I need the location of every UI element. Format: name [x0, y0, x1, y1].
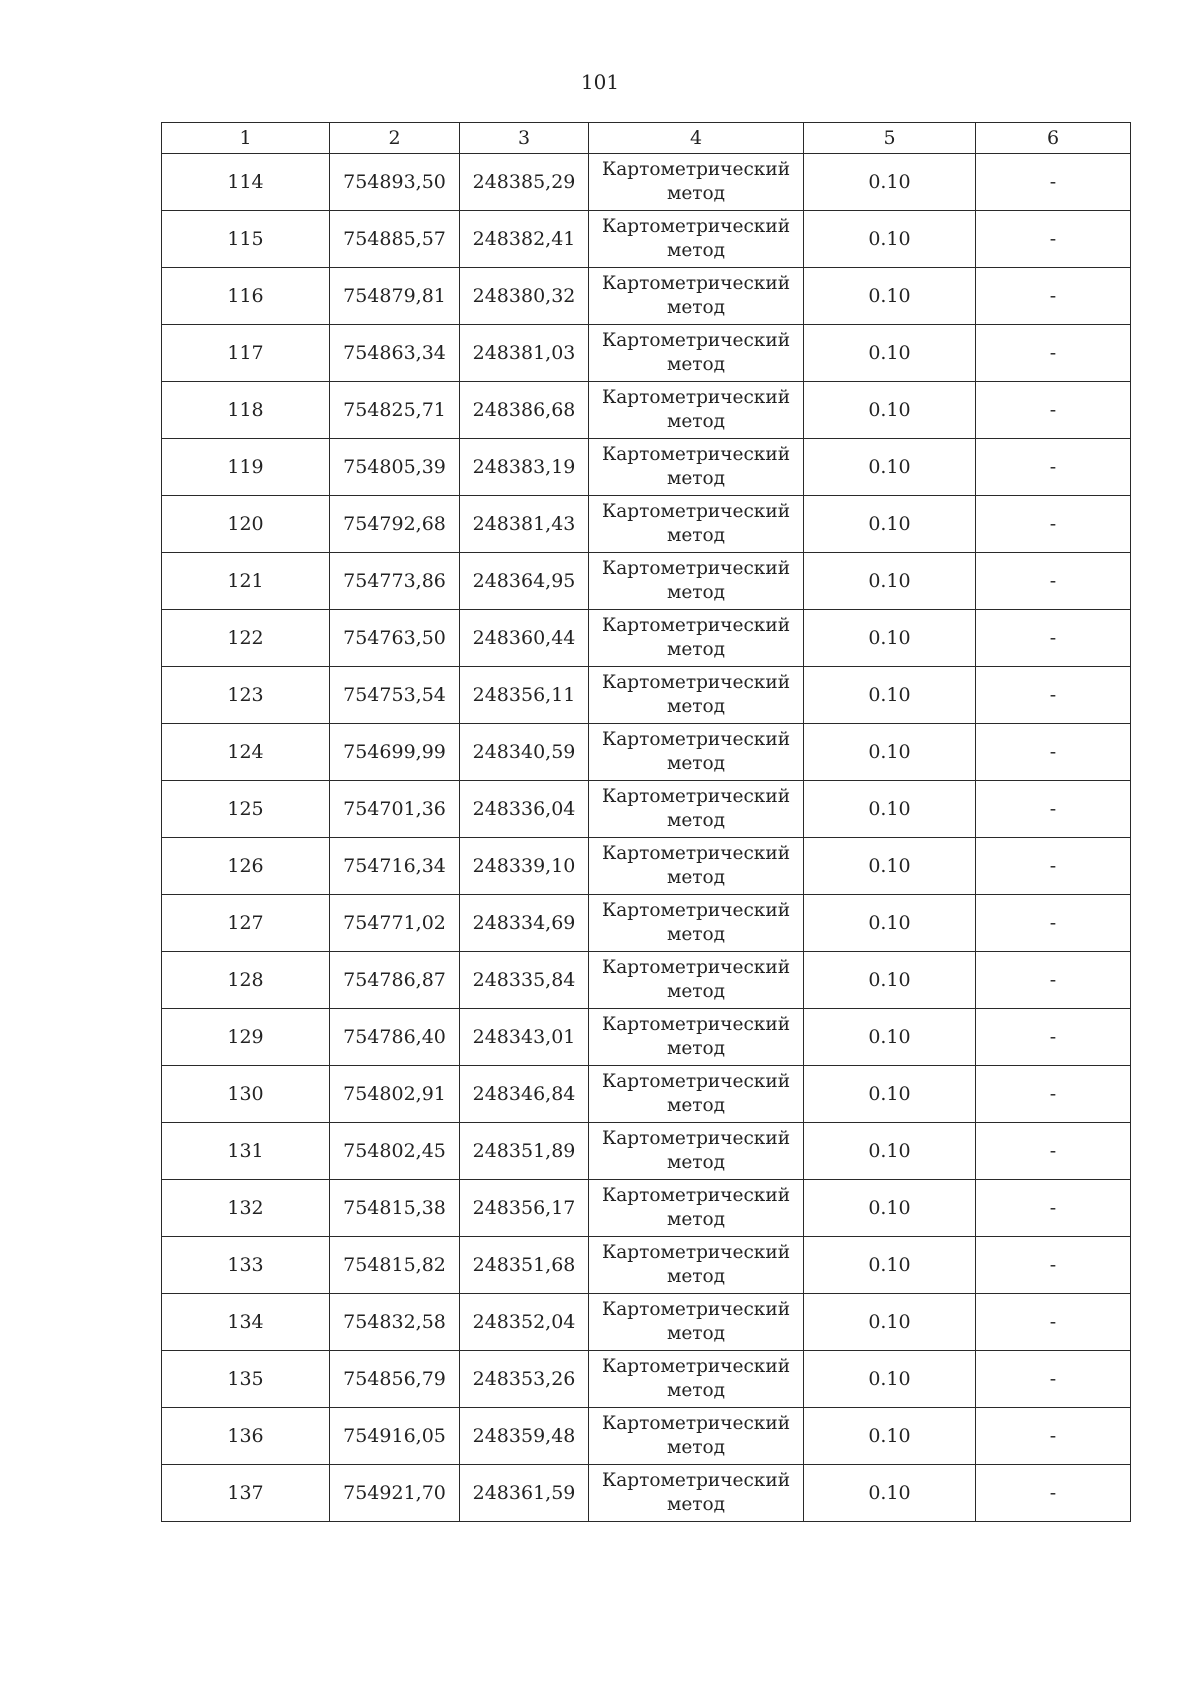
point-number-cell: 131 — [162, 1123, 330, 1180]
method-cell — [589, 1465, 804, 1522]
y-coordinate-cell: 248346,84 — [460, 1066, 589, 1123]
method-line-2: метод — [666, 639, 726, 660]
method-cell — [589, 439, 804, 496]
method-line-2: метод — [666, 696, 726, 717]
method-line-1: Картометрический — [601, 1356, 791, 1377]
accuracy-cell: 0.10 — [804, 1123, 976, 1180]
x-coordinate-cell: 754916,05 — [330, 1408, 460, 1465]
method-cell — [589, 781, 804, 838]
method-line-2: метод — [666, 354, 726, 375]
point-number-cell: 120 — [162, 496, 330, 553]
accuracy-cell: 0.10 — [804, 1465, 976, 1522]
method-line-1: Картометрический — [601, 1185, 791, 1206]
header-row — [162, 123, 1131, 154]
y-coordinate-cell: 248385,29 — [460, 154, 589, 211]
note-cell: - — [976, 838, 1131, 895]
column-header-2: 2 — [330, 123, 460, 154]
x-coordinate-cell: 754786,40 — [330, 1009, 460, 1066]
note-cell: - — [976, 154, 1131, 211]
point-number-cell: 135 — [162, 1351, 330, 1408]
note-cell: - — [976, 895, 1131, 952]
method-cell — [589, 1237, 804, 1294]
table-row — [162, 439, 1131, 496]
note-cell: - — [976, 1465, 1131, 1522]
method-cell — [589, 1294, 804, 1351]
point-number-cell: 127 — [162, 895, 330, 952]
y-coordinate-cell: 248380,32 — [460, 268, 589, 325]
table-row — [162, 154, 1131, 211]
table-row — [162, 382, 1131, 439]
note-cell: - — [976, 268, 1131, 325]
table-row — [162, 895, 1131, 952]
method-line-1: Картометрический — [601, 1014, 791, 1035]
method-cell — [589, 382, 804, 439]
method-line-1: Картометрический — [601, 1470, 791, 1491]
method-line-2: метод — [666, 810, 726, 831]
method-line-2: метод — [666, 297, 726, 318]
method-cell — [589, 1351, 804, 1408]
accuracy-cell: 0.10 — [804, 1009, 976, 1066]
table-row — [162, 1066, 1131, 1123]
accuracy-cell: 0.10 — [804, 838, 976, 895]
method-line-2: метод — [666, 1437, 726, 1458]
method-line-1: Картометрический — [601, 558, 791, 579]
x-coordinate-cell: 754815,82 — [330, 1237, 460, 1294]
note-cell: - — [976, 1237, 1131, 1294]
method-line-2: метод — [666, 753, 726, 774]
accuracy-cell: 0.10 — [804, 325, 976, 382]
table-row — [162, 1294, 1131, 1351]
table-body — [162, 154, 1131, 1522]
method-line-1: Картометрический — [601, 843, 791, 864]
table-row — [162, 1237, 1131, 1294]
accuracy-cell: 0.10 — [804, 1180, 976, 1237]
method-cell — [589, 1123, 804, 1180]
method-line-2: метод — [666, 924, 726, 945]
note-cell: - — [976, 724, 1131, 781]
point-number-cell: 121 — [162, 553, 330, 610]
method-line-1: Картометрический — [601, 729, 791, 750]
method-cell — [589, 838, 804, 895]
y-coordinate-cell: 248381,43 — [460, 496, 589, 553]
accuracy-cell: 0.10 — [804, 895, 976, 952]
table-row — [162, 838, 1131, 895]
accuracy-cell: 0.10 — [804, 667, 976, 724]
accuracy-cell: 0.10 — [804, 1066, 976, 1123]
accuracy-cell: 0.10 — [804, 382, 976, 439]
y-coordinate-cell: 248336,04 — [460, 781, 589, 838]
method-line-1: Картометрический — [601, 216, 791, 237]
method-line-2: метод — [666, 1152, 726, 1173]
method-line-2: метод — [666, 582, 726, 603]
y-coordinate-cell: 248356,11 — [460, 667, 589, 724]
y-coordinate-cell: 248364,95 — [460, 553, 589, 610]
method-cell — [589, 1408, 804, 1465]
accuracy-cell: 0.10 — [804, 781, 976, 838]
note-cell: - — [976, 952, 1131, 1009]
y-coordinate-cell: 248343,01 — [460, 1009, 589, 1066]
x-coordinate-cell: 754753,54 — [330, 667, 460, 724]
method-cell — [589, 553, 804, 610]
method-cell — [589, 667, 804, 724]
x-coordinate-cell: 754802,45 — [330, 1123, 460, 1180]
note-cell: - — [976, 211, 1131, 268]
method-line-2: метод — [666, 1323, 726, 1344]
method-line-2: метод — [666, 981, 726, 1002]
point-number-cell: 136 — [162, 1408, 330, 1465]
x-coordinate-cell: 754802,91 — [330, 1066, 460, 1123]
table-row — [162, 1123, 1131, 1180]
y-coordinate-cell: 248335,84 — [460, 952, 589, 1009]
y-coordinate-cell: 248360,44 — [460, 610, 589, 667]
x-coordinate-cell: 754832,58 — [330, 1294, 460, 1351]
point-number-cell: 114 — [162, 154, 330, 211]
accuracy-cell: 0.10 — [804, 496, 976, 553]
accuracy-cell: 0.10 — [804, 952, 976, 1009]
point-number-cell: 132 — [162, 1180, 330, 1237]
coordinates-table — [161, 122, 1131, 1522]
method-line-1: Картометрический — [601, 615, 791, 636]
accuracy-cell: 0.10 — [804, 1294, 976, 1351]
point-number-cell: 125 — [162, 781, 330, 838]
method-cell — [589, 154, 804, 211]
method-line-1: Картометрический — [601, 1071, 791, 1092]
x-coordinate-cell: 754885,57 — [330, 211, 460, 268]
method-cell — [589, 325, 804, 382]
method-cell — [589, 211, 804, 268]
note-cell: - — [976, 781, 1131, 838]
accuracy-cell: 0.10 — [804, 439, 976, 496]
note-cell: - — [976, 1408, 1131, 1465]
method-line-1: Картометрический — [601, 786, 791, 807]
method-line-2: метод — [666, 411, 726, 432]
y-coordinate-cell: 248359,48 — [460, 1408, 589, 1465]
point-number-cell: 118 — [162, 382, 330, 439]
note-cell: - — [976, 553, 1131, 610]
x-coordinate-cell: 754863,34 — [330, 325, 460, 382]
method-line-2: метод — [666, 240, 726, 261]
table-row — [162, 1009, 1131, 1066]
page-number: 101 — [580, 70, 620, 94]
accuracy-cell: 0.10 — [804, 154, 976, 211]
table-row — [162, 610, 1131, 667]
note-cell: - — [976, 496, 1131, 553]
point-number-cell: 130 — [162, 1066, 330, 1123]
method-line-2: метод — [666, 1209, 726, 1230]
column-header-6: 6 — [976, 123, 1131, 154]
accuracy-cell: 0.10 — [804, 610, 976, 667]
point-number-cell: 117 — [162, 325, 330, 382]
point-number-cell: 133 — [162, 1237, 330, 1294]
table-row — [162, 1408, 1131, 1465]
table-row — [162, 268, 1131, 325]
x-coordinate-cell: 754786,87 — [330, 952, 460, 1009]
table-row — [162, 496, 1131, 553]
note-cell: - — [976, 1294, 1131, 1351]
note-cell: - — [976, 610, 1131, 667]
method-line-2: метод — [666, 867, 726, 888]
accuracy-cell: 0.10 — [804, 1408, 976, 1465]
table-row — [162, 1180, 1131, 1237]
note-cell: - — [976, 1180, 1131, 1237]
method-line-2: метод — [666, 1380, 726, 1401]
method-cell — [589, 268, 804, 325]
column-header-4: 4 — [589, 123, 804, 154]
accuracy-cell: 0.10 — [804, 211, 976, 268]
point-number-cell: 116 — [162, 268, 330, 325]
point-number-cell: 124 — [162, 724, 330, 781]
method-cell — [589, 1180, 804, 1237]
method-line-1: Картометрический — [601, 1242, 791, 1263]
accuracy-cell: 0.10 — [804, 553, 976, 610]
point-number-cell: 129 — [162, 1009, 330, 1066]
x-coordinate-cell: 754879,81 — [330, 268, 460, 325]
table-row — [162, 325, 1131, 382]
note-cell: - — [976, 382, 1131, 439]
note-cell: - — [976, 1351, 1131, 1408]
note-cell: - — [976, 325, 1131, 382]
y-coordinate-cell: 248383,19 — [460, 439, 589, 496]
method-cell — [589, 610, 804, 667]
x-coordinate-cell: 754699,99 — [330, 724, 460, 781]
method-line-1: Картометрический — [601, 273, 791, 294]
point-number-cell: 119 — [162, 439, 330, 496]
point-number-cell: 122 — [162, 610, 330, 667]
column-header-3: 3 — [460, 123, 589, 154]
method-line-1: Картометрический — [601, 1413, 791, 1434]
y-coordinate-cell: 248351,68 — [460, 1237, 589, 1294]
point-number-cell: 137 — [162, 1465, 330, 1522]
table-row — [162, 1351, 1131, 1408]
method-cell — [589, 1009, 804, 1066]
table-row — [162, 952, 1131, 1009]
method-cell — [589, 724, 804, 781]
method-cell — [589, 952, 804, 1009]
x-coordinate-cell: 754825,71 — [330, 382, 460, 439]
method-line-1: Картометрический — [601, 159, 791, 180]
method-line-1: Картометрический — [601, 672, 791, 693]
method-line-1: Картометрический — [601, 444, 791, 465]
x-coordinate-cell: 754716,34 — [330, 838, 460, 895]
method-line-1: Картометрический — [601, 1128, 791, 1149]
y-coordinate-cell: 248339,10 — [460, 838, 589, 895]
y-coordinate-cell: 248353,26 — [460, 1351, 589, 1408]
accuracy-cell: 0.10 — [804, 1237, 976, 1294]
table-row — [162, 1465, 1131, 1522]
x-coordinate-cell: 754773,86 — [330, 553, 460, 610]
note-cell: - — [976, 1009, 1131, 1066]
method-line-2: метод — [666, 1266, 726, 1287]
note-cell: - — [976, 667, 1131, 724]
method-line-1: Картометрический — [601, 387, 791, 408]
method-line-2: метод — [666, 183, 726, 204]
x-coordinate-cell: 754792,68 — [330, 496, 460, 553]
y-coordinate-cell: 248386,68 — [460, 382, 589, 439]
accuracy-cell: 0.10 — [804, 724, 976, 781]
method-line-2: метод — [666, 1038, 726, 1059]
y-coordinate-cell: 248361,59 — [460, 1465, 589, 1522]
point-number-cell: 128 — [162, 952, 330, 1009]
point-number-cell: 134 — [162, 1294, 330, 1351]
x-coordinate-cell: 754763,50 — [330, 610, 460, 667]
table-row — [162, 724, 1131, 781]
method-line-1: Картометрический — [601, 900, 791, 921]
y-coordinate-cell: 248334,69 — [460, 895, 589, 952]
method-line-2: метод — [666, 1494, 726, 1515]
x-coordinate-cell: 754856,79 — [330, 1351, 460, 1408]
method-cell — [589, 1066, 804, 1123]
x-coordinate-cell: 754771,02 — [330, 895, 460, 952]
note-cell: - — [976, 1123, 1131, 1180]
table-row — [162, 211, 1131, 268]
y-coordinate-cell: 248340,59 — [460, 724, 589, 781]
point-number-cell: 115 — [162, 211, 330, 268]
y-coordinate-cell: 248382,41 — [460, 211, 589, 268]
method-line-2: метод — [666, 1095, 726, 1116]
y-coordinate-cell: 248351,89 — [460, 1123, 589, 1180]
y-coordinate-cell: 248356,17 — [460, 1180, 589, 1237]
method-line-1: Картометрический — [601, 501, 791, 522]
point-number-cell: 123 — [162, 667, 330, 724]
method-line-2: метод — [666, 525, 726, 546]
y-coordinate-cell: 248381,03 — [460, 325, 589, 382]
method-cell — [589, 895, 804, 952]
y-coordinate-cell: 248352,04 — [460, 1294, 589, 1351]
column-header-5: 5 — [804, 123, 976, 154]
method-line-1: Картометрический — [601, 330, 791, 351]
x-coordinate-cell: 754893,50 — [330, 154, 460, 211]
table-row — [162, 553, 1131, 610]
x-coordinate-cell: 754805,39 — [330, 439, 460, 496]
table-header — [162, 123, 1131, 154]
method-cell — [589, 496, 804, 553]
x-coordinate-cell: 754701,36 — [330, 781, 460, 838]
method-line-2: метод — [666, 468, 726, 489]
column-header-1: 1 — [162, 123, 330, 154]
accuracy-cell: 0.10 — [804, 1351, 976, 1408]
point-number-cell: 126 — [162, 838, 330, 895]
accuracy-cell: 0.10 — [804, 268, 976, 325]
method-line-1: Картометрический — [601, 957, 791, 978]
note-cell: - — [976, 1066, 1131, 1123]
note-cell: - — [976, 439, 1131, 496]
table-row — [162, 667, 1131, 724]
x-coordinate-cell: 754921,70 — [330, 1465, 460, 1522]
method-line-1: Картометрический — [601, 1299, 791, 1320]
x-coordinate-cell: 754815,38 — [330, 1180, 460, 1237]
table-row — [162, 781, 1131, 838]
